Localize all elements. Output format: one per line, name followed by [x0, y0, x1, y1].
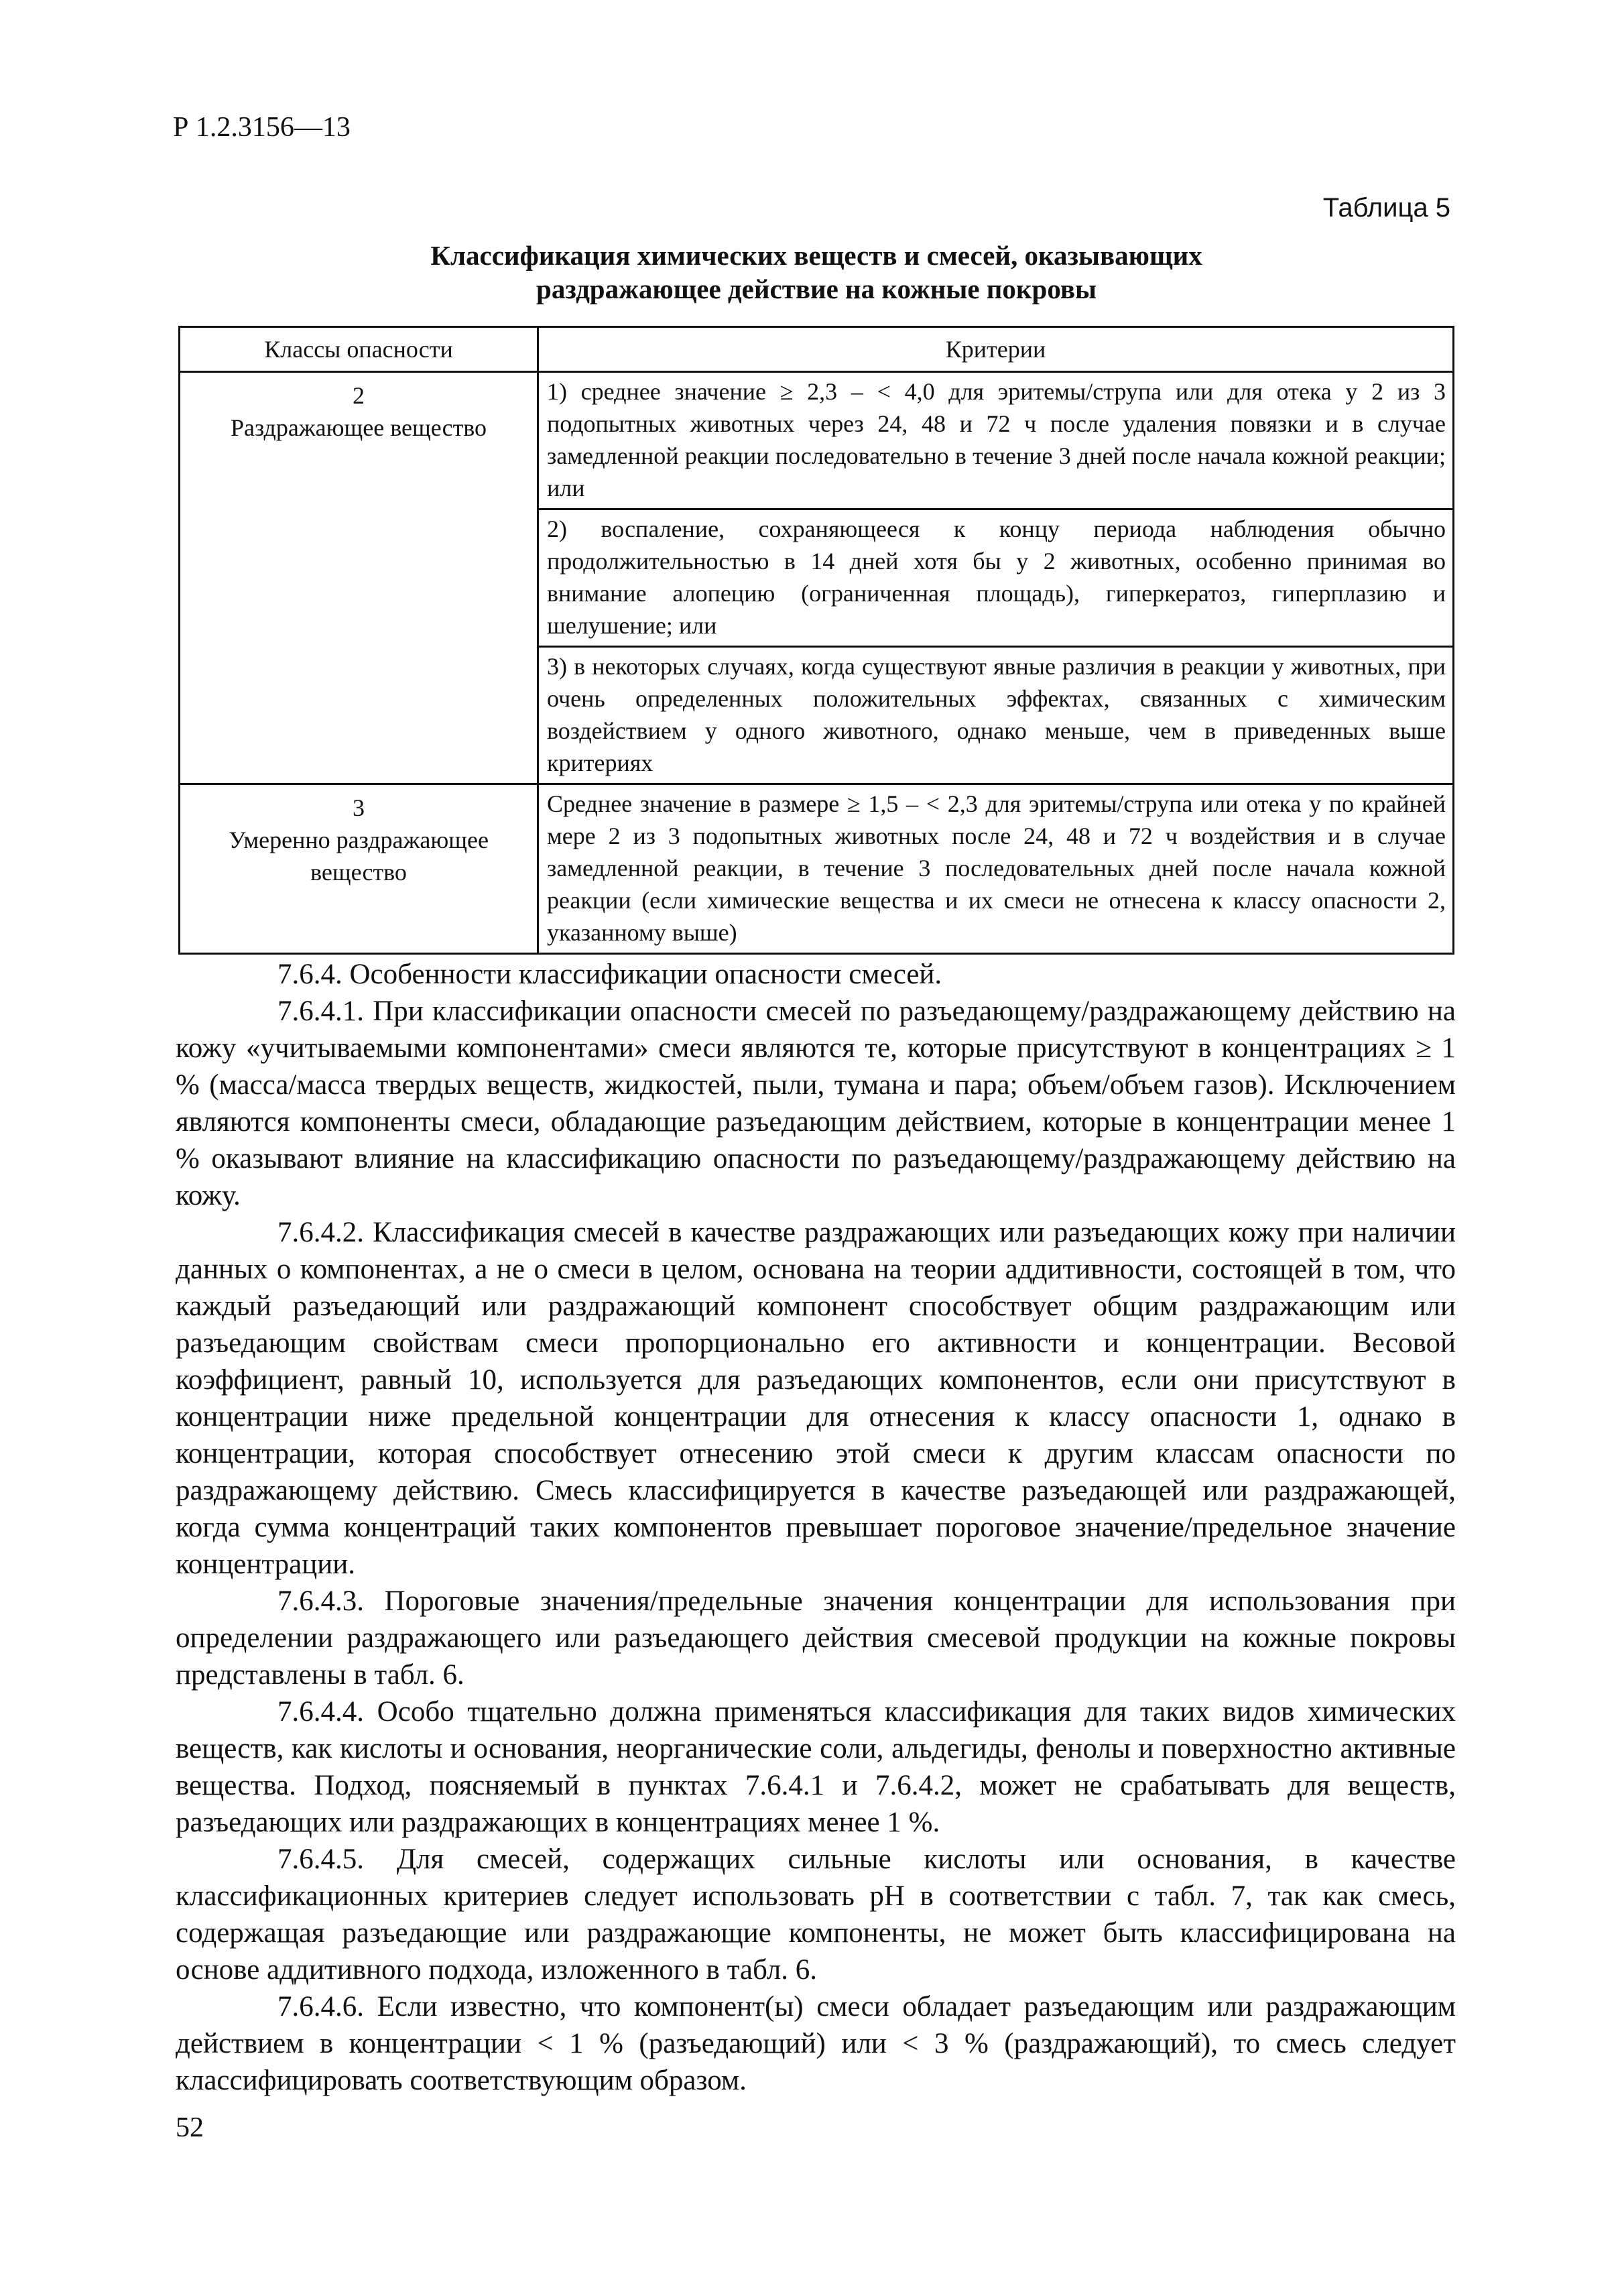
paragraph: 7.6.4.5. Для смесей, содержащих сильные кислоты или основания, в качестве классификационных критериев следует использовать pH в соответствии с табл. 7, так как смесь, содержащая разъедающие или раздражающие компоненты, не может быть классифицирована на основе аддитивного подхода, изложенного в табл. 6. [176, 1844, 1456, 1986]
criterion-item: 3) в некоторых случаях, когда существуют явные различия в реакции у животных, при очень определенных положительных эффектах, связанных с химическим воздействием у одного животного, однако меньше, чем в приведенных выше критериях [539, 646, 1452, 783]
table-row [180, 372, 1454, 784]
paragraph: 7.6.4.3. Пороговые значения/предельные значения концентрации для использования при определении раздражающего или разъедающего действия смесевой продукции на кожные покровы представлены в табл. 6. [176, 1585, 1456, 1691]
hazard-class-number: 3 [353, 794, 365, 821]
table-title-line-2: раздражающее действие на кожные покровы [536, 274, 1097, 304]
criterion-item: 1) среднее значение ≥ 2,3 – < 4,0 для эритемы/струпа или для отека у 2 из 3 подопытных животных через 24, 48 и 72 ч после удаления повязки и в случае замедленной реакции последовательно в течение 3 дней после начала кожной реакции; или [547, 378, 1446, 501]
page-number: 52 [176, 2112, 204, 2143]
paragraph: 7.6.4.4. Особо тщательно должна применяться классификация для таких видов химических веществ, как кислоты и основания, неорганические соли, альдегиды, фенолы и поверхностно активные вещества. Подход, поясняемый в пунктах 7.6.4.1 и 7.6.4.2, может не срабатывать для веществ, разъедающих или раздражающих в концентрациях менее 1 %. [176, 1696, 1456, 1838]
table-title-line-1: Классификация химических веществ и смесей, оказывающих [430, 240, 1202, 271]
hazard-class-cell [180, 372, 538, 784]
table-header-row [180, 327, 1454, 372]
classification-table [178, 326, 1454, 955]
body-text [176, 956, 1456, 2099]
criterion-item: Среднее значение в размере ≥ 1,5 – < 2,3 для эритемы/струпа или отека у по крайней мере 2 из 3 подопытных животных после 24, 48 и 72 ч воздействия и в случае замедленной реакции, в течение 3 последовательных дней после начала кожной реакции (если химические вещества и их смеси не отнесена к классу опасности 2, указанному выше) [547, 790, 1446, 946]
hazard-class-number: 2 [353, 382, 365, 409]
hazard-class-cell [180, 784, 538, 954]
criteria-cell [538, 372, 1454, 784]
table-title [180, 239, 1453, 306]
table-caption: Таблица 5 [1322, 193, 1450, 223]
paragraph: 7.6.4.6. Если известно, что компонент(ы) смеси обладает разъедающим или раздражающим действием в концентрации < 1 % (разъедающий) или < 3 % (раздражающий), то смесь следует классифицировать соответствующим образом. [176, 1991, 1456, 2096]
paragraph: 7.6.4.2. Классификация смесей в качестве раздражающих или разъедающих кожу при наличии данных о компонентах, а не о смеси в целом, основана на теории аддитивности, состоящей в том, что каждый разъедающий или раздражающий компонент способствует общим раздражающим или разъедающим свойствам смеси пропорционально его активности и концентрации. Весовой коэффициент, равный 10, используется для разъедающих компонентов, если они присутствуют в концентрации ниже предельной концентрации для отнесения к классу опасности 1, однако в концентрации, которая способствует отнесению этой смеси к другим классам опасности по раздражающему действию. Смесь классифицируется в качестве разъедающей или раздражающей, когда сумма концентраций таких компонентов превышает пороговое значение/предельное значение концентрации. [176, 1217, 1456, 1580]
column-header-criteria: Критерии [538, 327, 1454, 372]
table-row [180, 784, 1454, 954]
paragraph: 7.6.4.1. При классификации опасности смесей по разъедающему/раздражающему действию на кожу «учитываемыми компонентами» смеси являются те, которые присутствуют в концентрациях ≥ 1 % (масса/масса твердых веществ, жидкостей, пыли, тумана и пара; объем/объем газов). Исключением являются компоненты смеси, обладающие разъедающим действием, которые в концентрации менее 1 % оказывают влияние на классификацию опасности по разъедающему/раздражающему действию на кожу. [176, 995, 1456, 1211]
criteria-cell [538, 784, 1454, 954]
hazard-class-name: Раздражающее вещество [230, 414, 487, 441]
column-header-hazard-classes: Классы опасности [180, 327, 538, 372]
paragraph: 7.6.4. Особенности классификации опасности смесей. [277, 959, 942, 990]
document-code: Р 1.2.3156—13 [173, 112, 351, 143]
hazard-class-name: Умеренно раздражающее вещество [229, 827, 489, 886]
criterion-item: 2) воспаление, сохраняющееся к концу периода наблюдения обычно продолжительностью в 14 дней хотя бы у 2 животных, особенно принимая во внимание алопецию (ограниченная площадь), гиперкератоз, гиперплазию и шелушение; или [539, 508, 1452, 646]
